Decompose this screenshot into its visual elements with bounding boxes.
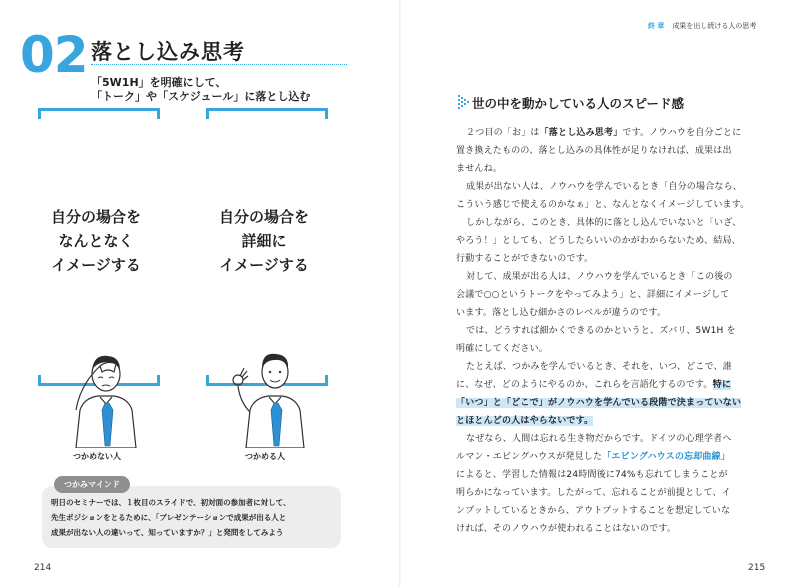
section-number: 02 (20, 26, 88, 84)
right-column-text (189, 205, 339, 277)
body-line: たとえば、つかみを学んでいるとき、それを、いつ、どこで、誰 (466, 362, 732, 372)
highlight: とほとんどの人はやらないです。 (456, 416, 594, 426)
body-line: やろう！」としても、どうしたらいいのかがわからないため、結局、 (456, 236, 741, 246)
header-chapter: 終 章 (648, 22, 665, 30)
body-line: しかしながら、このとき、具体的に落とし込んでいないと「いざ、 (466, 218, 742, 228)
right-column-line: 詳細に (241, 232, 287, 250)
bracket-top-right (206, 108, 328, 119)
book-spine (399, 0, 401, 587)
highlight-term: 「エビングハウスの忘却曲線」 (602, 452, 731, 462)
page-title: 落とし込み思考 (91, 40, 245, 64)
body-line: ルマン・エビングハウスが発見した「エビングハウスの忘却曲線」 (456, 452, 731, 462)
title-divider (91, 64, 347, 65)
body-line: います。落とし込む細かさのレベルが違うのです。 (456, 308, 667, 318)
body-line: によると、学習した情報は24時間後に74%も忘れてしまうことが (456, 470, 728, 480)
body-line: 置き換えたものの、落とし込みの具体性が足りなければ、成果は出 (456, 146, 732, 156)
body-line: ければ、そのノウハウが使われることはないのです。 (456, 524, 677, 534)
confident-person-illustration (232, 346, 312, 448)
right-column-line: イメージする (219, 256, 309, 274)
body-line: 明らかになっています。したがって、忘れることが前提として、イ (456, 488, 731, 498)
body-line: 成果が出ない人は、ノウハウを学んでいるとき「自分の場合なら、 (466, 182, 743, 192)
subtitle-line-1: 「5W1H」を明確にして、 (91, 76, 227, 89)
page-number-left: 214 (34, 563, 52, 573)
caption-can-grasp: つかめる人 (245, 452, 285, 461)
memo-line: 先生ポジションをとるために、「プレゼンテーションで成果が出る人と (51, 513, 287, 522)
left-column-line: なんとなく (58, 232, 134, 250)
body-line (456, 395, 741, 408)
memo-tag: つかみマインド (54, 476, 130, 493)
highlight: 特に (712, 380, 732, 390)
confused-person-illustration (70, 346, 140, 448)
body-line: では、どうすれば細かくできるのかというと、ズバリ、5W1H を (466, 326, 736, 336)
running-header (648, 21, 756, 31)
header-title: 成果を出し続ける人の思考 (672, 22, 757, 30)
body-line (456, 413, 593, 426)
highlight: 「いつ」と「どこで」がノウハウを学んでいる段階で決まっていない (456, 398, 742, 408)
memo-line: 明日のセミナーでは、１枚目のスライドで、初対面の参加者に対して、 (51, 498, 291, 507)
body-line: ませんね。 (456, 164, 503, 174)
section-arrow-icon (458, 95, 470, 111)
body-line: こういう感じで使えるのかなぁ」と、なんとなくイメージしています。 (456, 200, 750, 210)
left-column-line: イメージする (51, 256, 141, 274)
body-line: ２つ目の「お」は「落とし込み思考」です。ノウハウを自分ごとに (466, 128, 742, 138)
section-title: 世の中を動かしている人のスピード感 (472, 96, 685, 111)
left-column-line: 自分の場合を (50, 208, 141, 226)
bracket-top-left (38, 108, 160, 119)
left-column-text (21, 205, 171, 277)
body-line: 行動することができないのです。 (456, 254, 594, 264)
memo-line: 成果が出ない人の違いって、知っていますか？」と発問をしてみよう (51, 528, 284, 537)
body-line: なぜなら、人間は忘れる生き物だからです。ドイツの心理学者ヘ (466, 434, 732, 444)
caption-cannot-grasp: つかめない人 (73, 452, 121, 461)
body-line: ンプットしているときから、アウトプットすることを想定していな (456, 506, 731, 516)
body-line: 対して、成果が出る人は、ノウハウを学んでいるとき「この後の (466, 272, 733, 282)
body-line: 明確にしてください。 (456, 344, 549, 354)
page-number-right: 215 (748, 563, 766, 573)
body-line: に、なぜ、どのようにやるのか、これらを言語化するのです。特に (456, 380, 732, 390)
subtitle-line-2: 「トーク」や「スケジュール」に落とし込む (91, 90, 311, 103)
body-line: 会議で○○というトークをやってみよう」と、詳細にイメージして (456, 290, 730, 300)
right-column-line: 自分の場合を (218, 208, 309, 226)
